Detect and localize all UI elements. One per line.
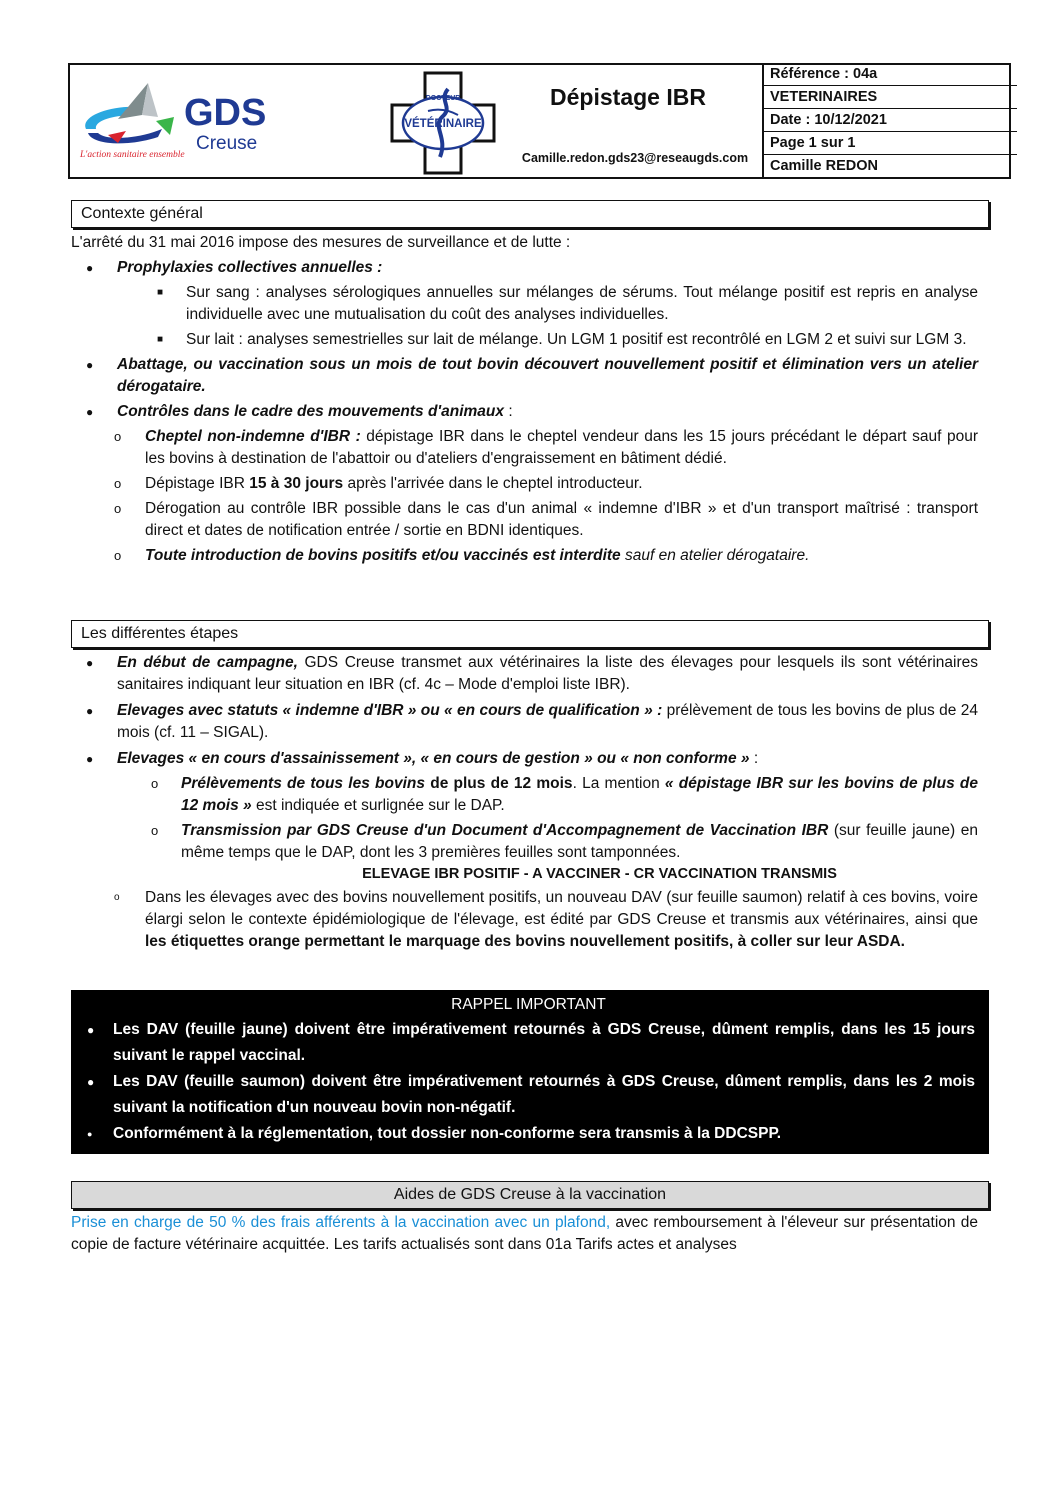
vaccination-banner: ELEVAGE IBR POSITIF - A VACCINER - CR VACCINATION TRANSMIS — [362, 866, 837, 882]
bullet-icon: ● — [86, 358, 94, 372]
list-item: o Prélèvements de tous les bovins de plus de 12 mois. La mention « dépistage IBR sur les bovins de plus de 12 mois » est indiquée et surlignée sur le DAP. — [151, 775, 979, 814]
section-title-aides: Aides de GDS Creuse à la vaccination — [71, 1181, 989, 1209]
gds-creuse-logo — [78, 77, 323, 167]
square-bullet-icon: ■ — [157, 287, 164, 298]
list-item: o Dans les élevages avec des bovins nouvellement positifs, un nouveau DAV (sur feuille saumon) relatif à ces bovins, voire élargi selon le contexte épidémiologique de l'élevage, est édité par GDS Creuse et transmis aux vétérinaires, ainsi que les étiquettes orange permettant le marquage des bovins nouvellement positifs, à coller sur leur ASDA. — [114, 889, 978, 950]
rappel-important-box — [71, 990, 989, 1154]
rappel-item: ● Les DAV (feuille jaune) doivent être impérativement retournés à GDS Creuse, dûment remplis, dans les 15 jours suivant le rappel vaccinal. — [82, 1017, 975, 1069]
circle-bullet-icon: o — [114, 501, 122, 516]
circle-bullet-icon: o — [151, 776, 159, 791]
date-line: Date : 10/12/2021 — [764, 109, 1017, 132]
cross-word: VÉTÉRINAIRE — [404, 118, 482, 130]
document-title: Dépistage IBR — [550, 84, 706, 110]
bullet-icon: ● — [86, 656, 94, 670]
bullet-icon: ● — [87, 1023, 95, 1037]
circle-bullet-icon: o — [151, 823, 159, 838]
logo-text: GDS — [184, 92, 267, 134]
list-item: ● Prophylaxies collectives annuelles : — [71, 257, 978, 279]
list-item: ● En début de campagne, GDS Creuse transmet aux vétérinaires la liste des élevages pour lesquels ils sont vétérinaires sanitaires indiquant leur situation en IBR (cf. 4c – Mode d'emploi liste IBR). — [86, 654, 978, 693]
rappel-item: ● Les DAV (feuille saumon) doivent être impérativement retournés à GDS Creuse, dûment remplis, dans les 2 mois suivant la notification d'un nouveau bovin non-négatif. — [82, 1069, 975, 1121]
aides-text: Prise en charge de 50 % des frais afférents à la vaccination avec un plafond, avec remboursement à l'éleveur sur présentation de copie de facture vétérinaire acquittée. Les tarifs actualisés sont dans 01a Tarifs actes et analyses — [71, 1214, 978, 1253]
bullet-icon: ● — [87, 1129, 93, 1139]
reference-line: Référence : 04a — [764, 63, 1017, 86]
contact-email[interactable]: Camille.redon.gds23@reseaugds.com — [521, 151, 749, 165]
audience-line: VETERINAIRES — [764, 86, 1017, 109]
list-item: ● Contrôles dans le cadre des mouvements d'animaux : — [71, 401, 978, 423]
circle-bullet-icon: o — [114, 548, 122, 563]
list-item: ● Elevages avec statuts « indemne d'IBR » ou « en cours de qualification » : prélèvement de tous les bovins de plus de 24 mois (cf. 11 – SIGAL). — [86, 702, 978, 741]
contexte-body — [71, 232, 978, 567]
list-item: ● Elevages « en cours d'assainissement », « en cours de gestion » ou « non conforme » : — [71, 748, 978, 770]
list-item: o Toute introduction de bovins positifs et/ou vaccinés est interdite sauf en atelier dérogataire. — [71, 545, 978, 567]
bullet-icon: ● — [86, 704, 94, 718]
bullet-icon: ● — [87, 1075, 95, 1089]
reference-table — [762, 63, 1017, 179]
rappel-item: ● Conformément à la réglementation, tout dossier non-conforme sera transmis à la DDCSPP. — [82, 1121, 975, 1147]
bullet-icon: ● — [86, 405, 94, 419]
circle-bullet-icon: o — [114, 892, 120, 903]
list-item: o Dépistage IBR 15 à 30 jours après l'arrivée dans le cheptel introducteur. — [71, 473, 978, 495]
list-item: o Dérogation au contrôle IBR possible dans le cas d'un animal « indemne d'IBR » et d'un transport maîtrisé : transport direct et dates de notification entrée / sortie en BDNI identiques. — [114, 500, 978, 539]
bullet-icon: ● — [86, 261, 94, 275]
contexte-intro: L'arrêté du 31 mai 2016 impose des mesures de surveillance et de lutte : — [71, 234, 571, 251]
bullet-icon: ● — [86, 752, 94, 766]
list-item: ● Abattage, ou vaccination sous un mois de tout bovin découvert nouvellement positif et élimination vers un atelier dérogataire. — [86, 356, 978, 395]
veterinaire-cross-logo — [388, 71, 498, 175]
list-item: o Transmission par GDS Creuse d'un Document d'Accompagnement de Vaccination IBR (sur feuille jaune) en même temps que le DAP, dont les 3 premières feuilles sont tamponnées. — [151, 822, 978, 861]
etapes-body — [71, 652, 978, 953]
cross-top-text: DOCTEUR — [425, 95, 461, 102]
section-title-contexte: Contexte général — [71, 200, 989, 228]
logo-subtitle: Creuse — [196, 133, 258, 154]
circle-bullet-icon: o — [114, 476, 122, 491]
page-line: Page 1 sur 1 — [764, 132, 1017, 155]
list-item: ■ Sur sang : analyses sérologiques annuelles sur mélanges de sérums. Tout mélange positif est repris en analyse individuelle avec une mutualisation du coût des analyses individuelles. — [157, 284, 978, 323]
author-line: Camille REDON — [770, 158, 878, 174]
aides-body — [71, 1212, 978, 1256]
document-header — [68, 63, 1011, 179]
logo-tagline: L'action sanitaire ensemble — [80, 150, 185, 160]
square-bullet-icon: ■ — [157, 334, 164, 345]
circle-bullet-icon: o — [114, 429, 122, 444]
list-item: o Cheptel non-indemne d'IBR : dépistage IBR dans le cheptel vendeur dans les 15 jours précédant le départ sauf pour les bovins à destination de l'abattoir ou d'ateliers d'engraissement en bâtiment dédié. — [114, 428, 978, 467]
section-title-etapes: Les différentes étapes — [71, 620, 989, 648]
list-item: ■ Sur lait : analyses semestrielles sur lait de mélange. Un LGM 1 positif est recontrôlé en LGM 2 et suivi sur LGM 3. — [71, 329, 978, 351]
rappel-title: RAPPEL IMPORTANT — [451, 996, 606, 1013]
